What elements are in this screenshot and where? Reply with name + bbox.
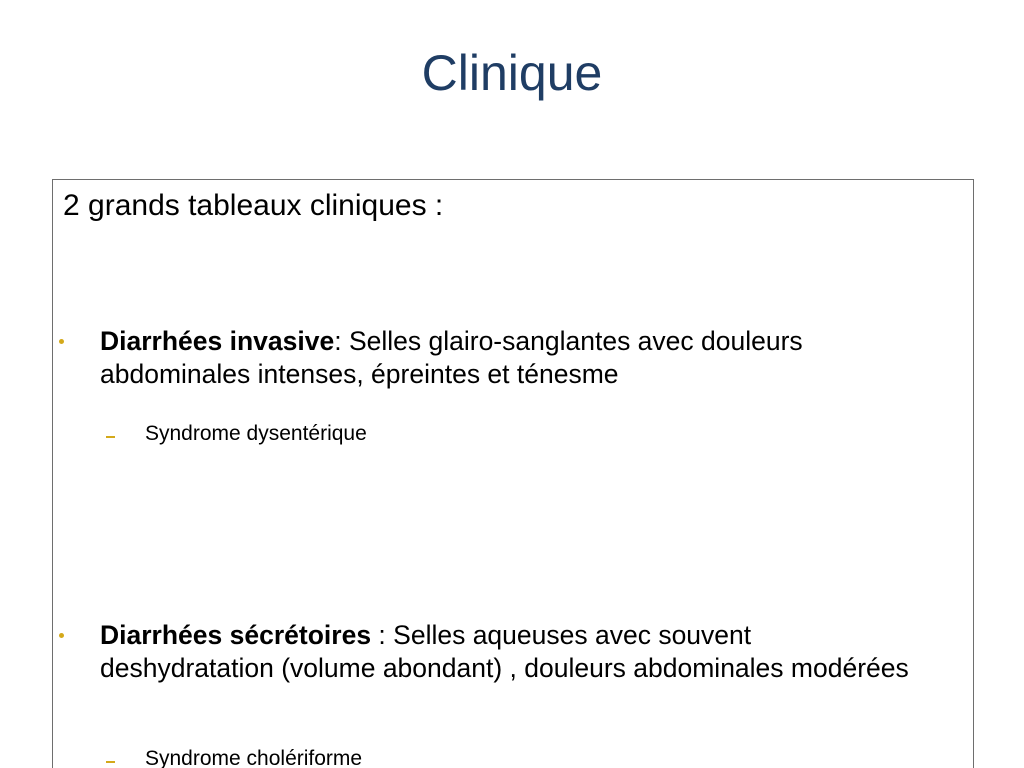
sub-item-text: Syndrome cholériforme	[145, 747, 363, 768]
intro-text: 2 grands tableaux cliniques :	[63, 189, 444, 222]
bullet-text	[100, 619, 930, 685]
bullet-dot-icon	[59, 633, 64, 638]
sub-item-text: Syndrome dysentérique	[145, 422, 367, 445]
bullet-dot-icon	[59, 339, 64, 344]
bullet-heading: Diarrhées sécrétoires	[100, 620, 372, 650]
dash-icon	[106, 436, 115, 438]
dash-icon	[106, 761, 115, 763]
content-box	[52, 179, 974, 768]
slide-title: Clinique	[421, 45, 603, 101]
bullet-heading: Diarrhées invasive	[100, 326, 335, 356]
bullet-text	[100, 325, 930, 391]
bullet-description: : Selles glairo-sanglantes avec douleurs abdominales intenses, épreintes et ténesme	[100, 326, 803, 389]
bullet-description: : Selles aqueuses avec souvent deshydratation (volume abondant) , douleurs abdominales modérées	[100, 620, 909, 683]
